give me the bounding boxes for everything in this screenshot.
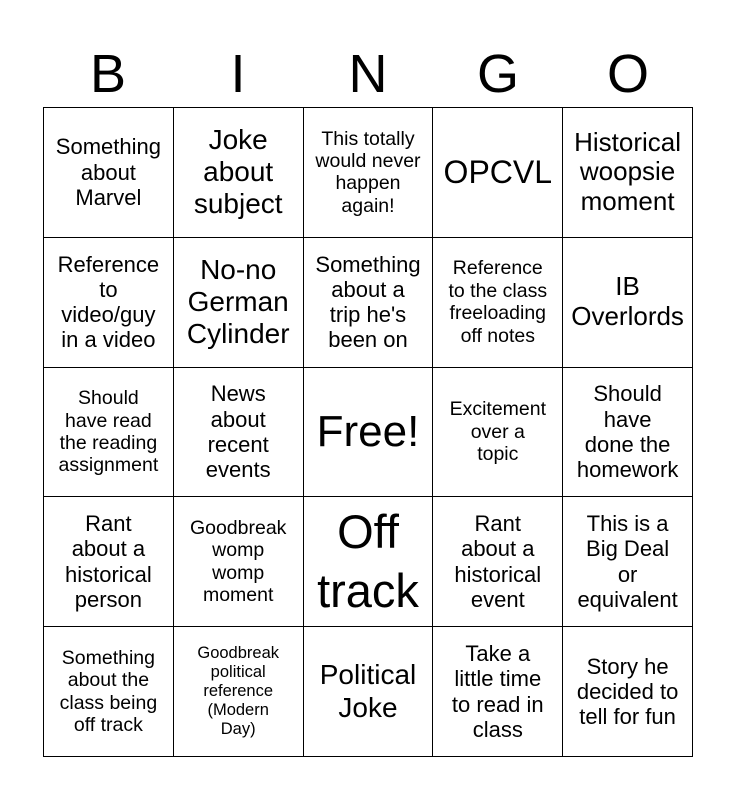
- bingo-cell[interactable]: [44, 368, 174, 498]
- bingo-board: [43, 107, 693, 757]
- bingo-cell[interactable]: [304, 108, 434, 238]
- bingo-cell[interactable]: [174, 497, 304, 627]
- cell-text: Reference to video/guy in a video: [57, 251, 160, 353]
- cell-text: Should have read the reading assignment: [58, 387, 159, 477]
- cell-text: News about recent events: [205, 381, 271, 483]
- header-letter-n: N: [348, 44, 388, 104]
- cell-text: Take a little time to read in class: [451, 641, 544, 742]
- cell-text: OPCVL: [443, 154, 553, 190]
- bingo-cell[interactable]: [44, 497, 174, 627]
- cell-text: Political Joke: [319, 659, 417, 723]
- bingo-cell[interactable]: [433, 108, 563, 238]
- bingo-cell[interactable]: [563, 108, 693, 238]
- cell-text: Historical woopsie moment: [574, 126, 682, 217]
- header-letter-o: O: [606, 44, 649, 104]
- header-letter-i: I: [230, 44, 246, 104]
- bingo-cell[interactable]: [44, 238, 174, 368]
- bingo-cell[interactable]: [44, 108, 174, 238]
- bingo-cell[interactable]: [563, 238, 693, 368]
- cell-text: No-no German Cylinder: [186, 253, 290, 350]
- bingo-cell[interactable]: [304, 627, 434, 757]
- bingo-cell[interactable]: [174, 108, 304, 238]
- cell-text: Something about a trip he's been on: [315, 251, 421, 353]
- cell-text: Excitement over a topic: [449, 398, 547, 466]
- cell-text: Goodbreak womp womp moment: [189, 516, 287, 607]
- bingo-cell[interactable]: [433, 238, 563, 368]
- header-letter-b: B: [89, 44, 127, 104]
- bingo-cell[interactable]: [433, 368, 563, 498]
- cell-text: Should have done the homework: [576, 381, 679, 483]
- cell-text: Reference to the class freeloading off notes: [448, 257, 548, 347]
- bingo-cell free-space[interactable]: [304, 368, 434, 498]
- cell-text: Something about Marvel: [55, 134, 161, 211]
- cell-text: Off track: [317, 505, 419, 617]
- cell-text: Joke about subject: [193, 124, 283, 220]
- bingo-cell[interactable]: [563, 627, 693, 757]
- header-letter-g: G: [476, 44, 519, 104]
- bingo-cell[interactable]: [174, 238, 304, 368]
- bingo-cell[interactable]: [174, 368, 304, 498]
- bingo-cell[interactable]: [44, 627, 174, 757]
- cell-text: Goodbreak political reference (Modern Day): [197, 644, 280, 739]
- bingo-cell[interactable]: [304, 238, 434, 368]
- cell-text: This is a Big Deal or equivalent: [577, 511, 678, 613]
- bingo-cell[interactable]: [563, 368, 693, 498]
- cell-text: Something about the class being off track: [59, 646, 158, 737]
- cell-text: Story he decided to tell for fun: [576, 653, 679, 730]
- cell-text: IB Overlords: [571, 271, 684, 332]
- bingo-header: [43, 44, 693, 104]
- bingo-cell[interactable]: [433, 627, 563, 757]
- bingo-cell[interactable]: [174, 627, 304, 757]
- cell-text: Rant about a historical person: [64, 511, 152, 613]
- cell-text: This totally would never happen again!: [315, 127, 421, 217]
- bingo-cell[interactable]: [563, 497, 693, 627]
- cell-text: Rant about a historical event: [454, 511, 542, 613]
- cell-text: Free!: [316, 406, 420, 456]
- bingo-cell[interactable]: [304, 497, 434, 627]
- bingo-cell[interactable]: [433, 497, 563, 627]
